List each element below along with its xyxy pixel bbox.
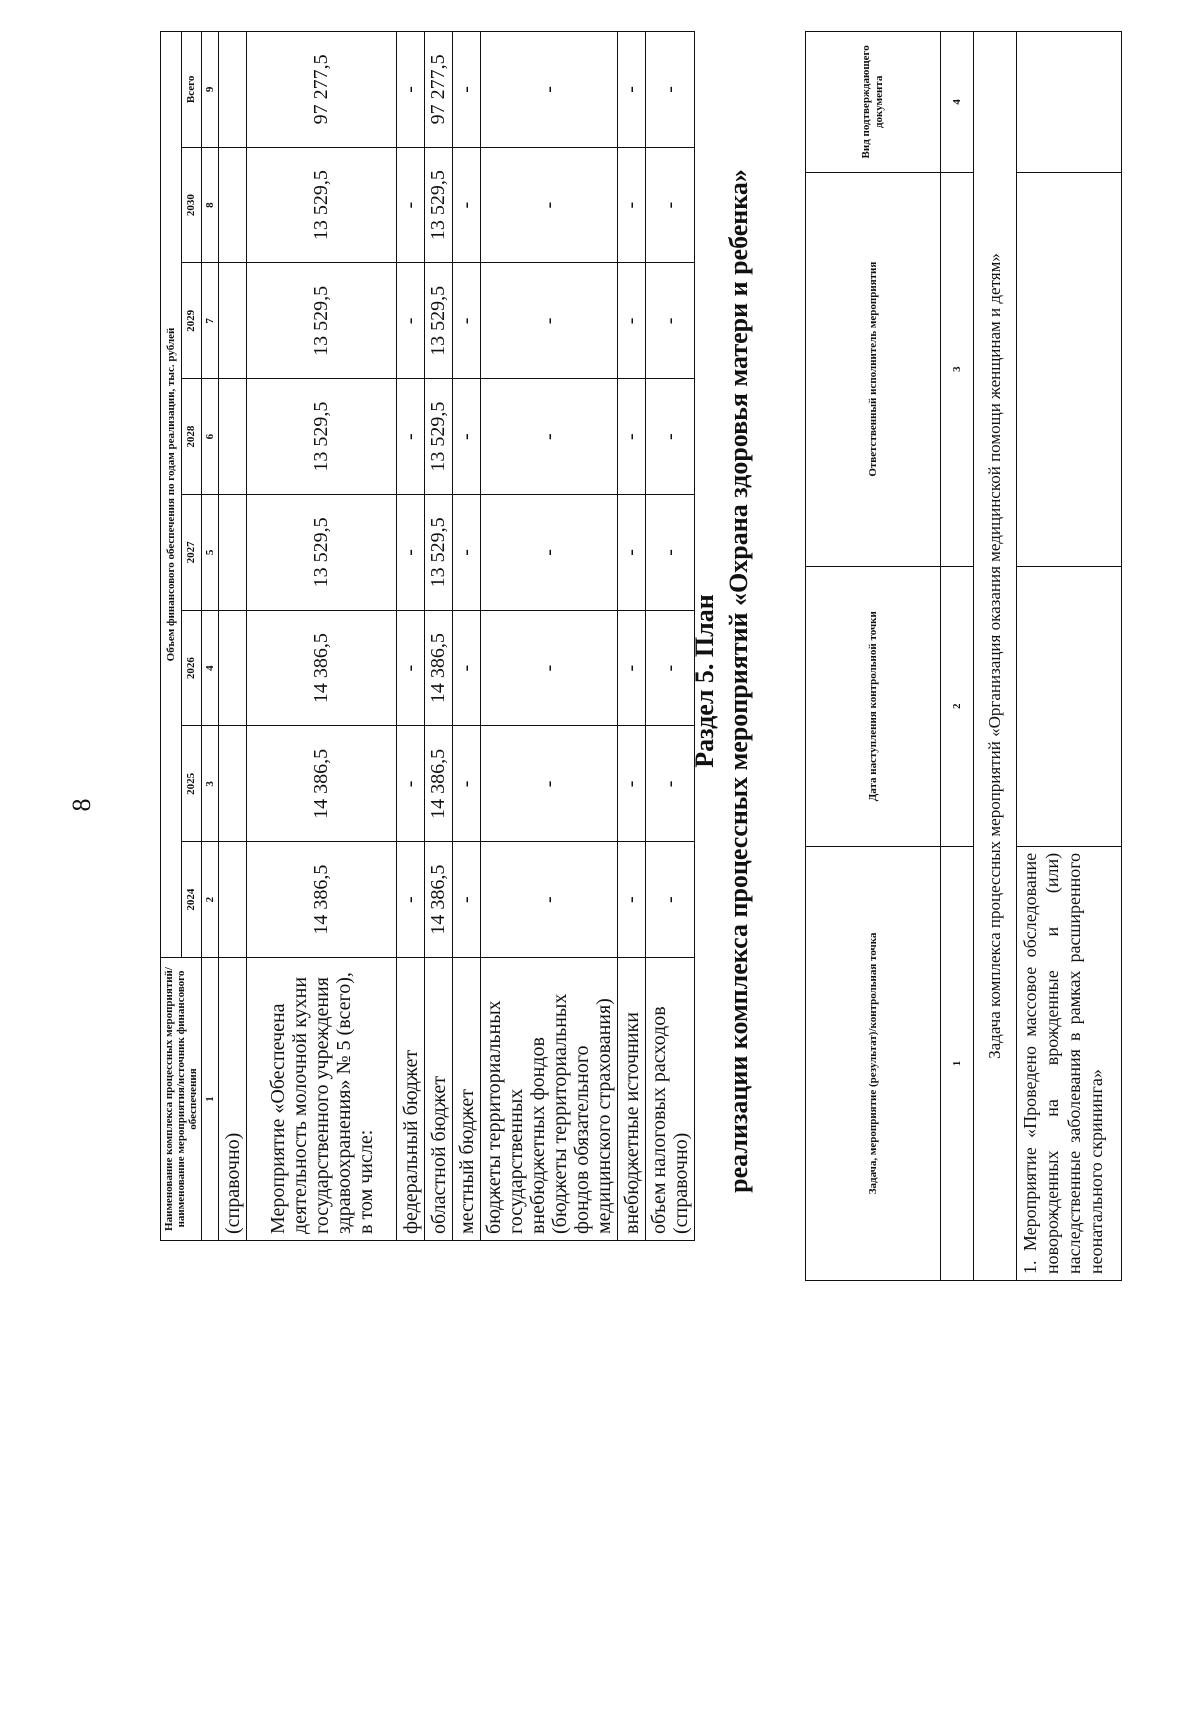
row-value: - [618, 842, 646, 958]
table-row [425, 32, 453, 1241]
year-header: 2030 [181, 147, 202, 263]
year-header: 2029 [181, 263, 202, 379]
row-value: - [481, 610, 618, 726]
row-name: объем налоговых расходов (справочно) [646, 958, 695, 1241]
index-cell: 7 [202, 263, 219, 379]
row-name: внебюджетные источники [618, 958, 646, 1241]
row-value: - [481, 495, 618, 611]
plan-event-document [1017, 32, 1122, 173]
row-value: - [618, 495, 646, 611]
row-value: 13 529,5 [247, 263, 397, 379]
plan-header: Дата наступления контрольной точки [806, 566, 941, 846]
row-value: - [618, 32, 646, 148]
row-name: Мероприятие «Обеспечена деятельность молочной кухни государственного учреждения здравоохранения» № 5 (всего), в том числе: [247, 958, 397, 1241]
page-number: 8 [67, 798, 96, 812]
plan-index-cell: 4 [941, 32, 974, 173]
table-row [646, 32, 695, 1241]
row-value [219, 263, 247, 379]
table-row [397, 32, 425, 1241]
plan-event-date [1017, 566, 1122, 846]
row-value [219, 147, 247, 263]
row-value: 14 386,5 [247, 610, 397, 726]
row-value: - [453, 495, 481, 611]
row-value: - [453, 842, 481, 958]
row-value: - [481, 842, 618, 958]
plan-event: 1. Мероприятие «Проведено массовое обследование новорожденных на врожденные и (или) наследственные заболевания в рамках расширенного неонатального скрининга» [1017, 846, 1122, 1280]
plan-header: Вид подтверждающего документа [806, 32, 941, 173]
year-header: 2025 [181, 726, 202, 842]
row-value: - [397, 32, 425, 148]
index-cell: 5 [202, 495, 219, 611]
plan-header: Ответственный исполнитель мероприятия [806, 172, 941, 566]
row-value: - [646, 263, 695, 379]
row-value [219, 726, 247, 842]
row-value: - [397, 842, 425, 958]
index-cell: 6 [202, 379, 219, 495]
table-row [618, 32, 646, 1241]
index-cell: 1 [202, 958, 219, 1241]
table-row [481, 32, 618, 1241]
index-cell: 8 [202, 147, 219, 263]
row-value: 13 529,5 [425, 379, 453, 495]
index-cell: 9 [202, 32, 219, 148]
row-value: 13 529,5 [425, 147, 453, 263]
year-header: 2026 [181, 610, 202, 726]
row-value: - [481, 147, 618, 263]
row-value: 14 386,5 [425, 610, 453, 726]
table-row [247, 32, 397, 1241]
header-group: Объем финансового обеспечения по годам реализации, тыс. рублей [161, 32, 182, 958]
row-value: - [618, 147, 646, 263]
year-header: 2028 [181, 379, 202, 495]
row-value: - [397, 147, 425, 263]
row-value: - [646, 610, 695, 726]
plan-event-executor [1017, 172, 1122, 566]
plan-index-cell: 1 [941, 846, 974, 1280]
row-value: 14 386,5 [425, 842, 453, 958]
index-row [202, 32, 219, 1241]
row-value: - [481, 726, 618, 842]
index-cell: 4 [202, 610, 219, 726]
row-value: 14 386,5 [425, 726, 453, 842]
row-value: 14 386,5 [247, 726, 397, 842]
row-value: - [453, 147, 481, 263]
section-subtitle: реализации комплекса процессных мероприятий «Охрана здоровья матери и ребенка» [724, 169, 753, 1193]
row-value [219, 610, 247, 726]
row-value [219, 32, 247, 148]
row-value: - [618, 610, 646, 726]
row-value: - [397, 495, 425, 611]
row-value: - [453, 32, 481, 148]
section-title: Раздел 5. План [690, 594, 719, 768]
row-value: 97 277,5 [425, 32, 453, 148]
row-value: - [646, 495, 695, 611]
table-row [219, 32, 247, 1241]
row-value [219, 842, 247, 958]
row-name: местный бюджет [453, 958, 481, 1241]
plan-header-row [806, 32, 941, 1281]
plan-index-row [941, 32, 974, 1281]
plan-index-cell: 2 [941, 566, 974, 846]
row-value [219, 495, 247, 611]
plan-header: Задача, мероприятие (результат)/контрольная точка [806, 846, 941, 1280]
year-header: 2027 [181, 495, 202, 611]
row-value [219, 379, 247, 495]
row-name: областной бюджет [425, 958, 453, 1241]
row-value: 13 529,5 [247, 379, 397, 495]
index-cell: 2 [202, 842, 219, 958]
year-header: 2024 [181, 842, 202, 958]
row-value: - [646, 32, 695, 148]
row-value: - [453, 610, 481, 726]
row-value: - [646, 379, 695, 495]
plan-index-cell: 3 [941, 172, 974, 566]
row-value: 13 529,5 [247, 495, 397, 611]
row-value: - [481, 379, 618, 495]
row-name: (справочно) [219, 958, 247, 1241]
row-value: - [646, 147, 695, 263]
row-name: бюджеты территориальных государственных внебюджетных фондов (бюджеты территориальных фондов обязательного медицинского страхования) [481, 958, 618, 1241]
year-header: Всего [181, 32, 202, 148]
row-value: - [618, 726, 646, 842]
row-value: - [453, 379, 481, 495]
row-name: федеральный бюджет [397, 958, 425, 1241]
row-value: 13 529,5 [247, 147, 397, 263]
header-name: Наименование комплекса процессных мероприятий/наименование мероприятия/источник финансового обеспечения [161, 958, 202, 1241]
index-cell: 3 [202, 726, 219, 842]
row-value: - [453, 726, 481, 842]
financing-table [160, 31, 695, 1241]
row-value: - [618, 263, 646, 379]
row-value: - [453, 263, 481, 379]
row-value: - [646, 842, 695, 958]
row-value: - [618, 379, 646, 495]
row-value: 97 277,5 [247, 32, 397, 148]
table-row [453, 32, 481, 1241]
row-value: - [397, 263, 425, 379]
row-value: - [397, 726, 425, 842]
plan-table [805, 31, 1122, 1281]
row-value: - [481, 32, 618, 148]
plan-task: Задача комплекса процессных мероприятий «Организация оказания медицинской помощи женщинам и детям» [974, 32, 1017, 1281]
row-value: - [481, 263, 618, 379]
row-value: 13 529,5 [425, 495, 453, 611]
row-value: - [397, 610, 425, 726]
row-value: - [646, 726, 695, 842]
row-value: 13 529,5 [425, 263, 453, 379]
row-value: 14 386,5 [247, 842, 397, 958]
row-value: - [397, 379, 425, 495]
